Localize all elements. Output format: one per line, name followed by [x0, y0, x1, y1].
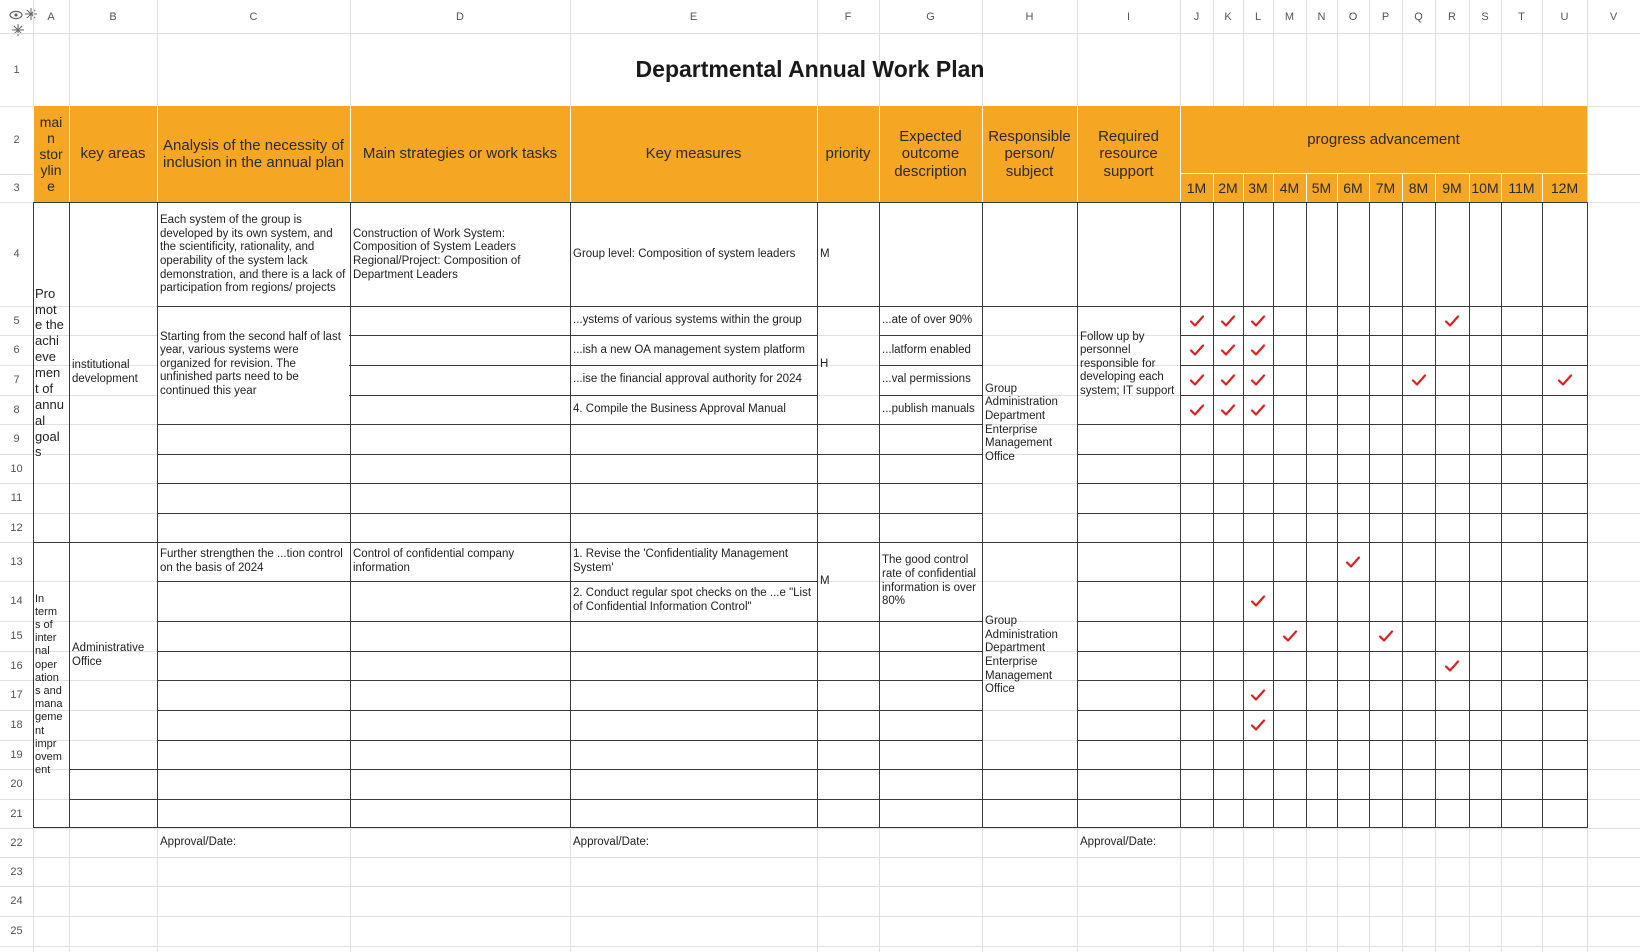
border-h	[1180, 395, 1588, 396]
responsible-block1[interactable]: Group Administration Department Enterprise Management Office	[985, 382, 1058, 463]
header-divider	[1337, 174, 1338, 202]
border-h	[879, 680, 983, 681]
responsible-block2[interactable]: Group Administration Department Enterprise Management Office	[985, 615, 1058, 696]
row-header[interactable]: 24	[10, 895, 23, 907]
checkmark-icon	[1444, 314, 1460, 328]
column-header[interactable]: O	[1348, 10, 1358, 23]
row-header[interactable]: 1	[13, 63, 20, 76]
analysis-row5[interactable]: Starting from the second half of last year, various systems were organized for revision. The unfinished parts need to be continued this year	[160, 330, 341, 397]
checkmark-icon	[1444, 659, 1460, 673]
checkmark-icon	[1411, 373, 1427, 387]
header-resource[interactable]: Required resource support	[1098, 128, 1159, 180]
border-h	[817, 454, 880, 455]
measure-row13[interactable]: 1. Revise the 'Confidentiality Management System'	[573, 548, 789, 574]
header-divider	[157, 106, 158, 202]
border-h	[1077, 483, 1181, 484]
border-h	[982, 769, 1078, 770]
row-header[interactable]: 18	[10, 719, 23, 731]
border-h	[1180, 513, 1588, 514]
row-header[interactable]: 5	[13, 314, 20, 327]
grid-row-line	[0, 886, 1640, 887]
measure-row7[interactable]: ...ise the financial approval authority for 2024	[573, 372, 802, 385]
header-divider	[1077, 106, 1078, 202]
column-header[interactable]: E	[689, 10, 698, 23]
checkmark-icon	[1250, 688, 1266, 702]
month-header[interactable]: 9M	[1442, 179, 1462, 196]
column-header[interactable]: Q	[1414, 10, 1423, 23]
row-header[interactable]: 16	[10, 659, 23, 672]
outcome-row6[interactable]: ...latform enabled	[882, 343, 971, 356]
column-header[interactable]: H	[1025, 10, 1034, 23]
column-header[interactable]: J	[1193, 10, 1200, 23]
header-key-measures[interactable]: Key measures	[645, 145, 742, 163]
border-h	[879, 424, 983, 425]
border-v	[1273, 202, 1274, 828]
grid-row-line	[0, 946, 1640, 947]
border-h	[1180, 680, 1588, 681]
month-header[interactable]: 12M	[1550, 179, 1579, 196]
row-header[interactable]: 2	[13, 134, 20, 146]
header-divider	[982, 106, 983, 202]
header-expected-outcome[interactable]: Expected outcome description	[894, 128, 967, 180]
border-h	[157, 740, 818, 741]
row-header[interactable]: 4	[13, 248, 20, 260]
border-h	[33, 202, 1588, 203]
key-area-admin-office[interactable]: Administrative Office	[72, 642, 145, 668]
row-header[interactable]: 11	[10, 492, 23, 504]
checkmark-icon	[1250, 373, 1266, 387]
row-header[interactable]: 3	[13, 182, 20, 194]
border-h	[1180, 799, 1588, 800]
border-v	[1180, 202, 1181, 828]
border-h	[879, 651, 983, 652]
border-v	[1213, 202, 1214, 828]
checkmark-icon	[1345, 555, 1361, 569]
border-h	[817, 740, 880, 741]
row-header[interactable]: 13	[10, 555, 23, 568]
header-divider	[1542, 174, 1543, 202]
border-h	[69, 799, 158, 800]
column-header[interactable]: U	[1560, 10, 1569, 23]
border-h	[1077, 513, 1181, 514]
column-header[interactable]: F	[844, 10, 852, 23]
border-h	[879, 710, 983, 711]
measure-row8[interactable]: 4. Compile the Business Approval Manual	[573, 402, 786, 415]
header-divider	[1501, 174, 1502, 202]
border-v	[1402, 202, 1403, 828]
checkmark-icon	[1189, 314, 1205, 328]
border-h	[1180, 621, 1588, 622]
header-divider	[1243, 174, 1244, 202]
border-v	[1306, 202, 1307, 828]
column-header[interactable]: V	[1609, 10, 1618, 23]
border-h	[817, 621, 880, 622]
header-divider	[1469, 174, 1470, 202]
column-header[interactable]: B	[109, 10, 117, 23]
header-divider	[1180, 173, 1587, 174]
border-h	[1180, 454, 1588, 455]
border-h	[879, 799, 983, 800]
border-h	[1180, 581, 1588, 582]
column-header[interactable]: N	[1317, 10, 1326, 23]
border-h	[879, 454, 983, 455]
row-header[interactable]: 19	[10, 748, 23, 761]
border-h	[1180, 306, 1588, 307]
checkmark-icon	[1250, 343, 1266, 357]
measure-row6[interactable]: ...ish a new OA management system platform	[573, 343, 806, 356]
row-header[interactable]: 9	[13, 433, 20, 445]
border-v	[1501, 202, 1502, 828]
column-header[interactable]: L	[1254, 10, 1262, 23]
checkmark-icon	[1557, 373, 1573, 387]
month-header[interactable]: 5M	[1311, 179, 1332, 196]
storyline-internal-ops[interactable]: In term s of inter nal oper ation s and mana geme nt impr ovem ent	[35, 592, 63, 777]
border-h	[817, 680, 880, 681]
header-divider	[1369, 174, 1370, 202]
checkmark-icon	[1220, 343, 1236, 357]
border-h	[1077, 740, 1181, 741]
checkmark-icon	[1250, 403, 1266, 417]
column-header[interactable]: R	[1448, 10, 1456, 23]
measure-row14[interactable]: 2. Conduct regular spot checks on the ...e "List of Confidential Information Control"	[573, 587, 812, 613]
column-header[interactable]: T	[1518, 10, 1525, 23]
border-h	[157, 799, 818, 800]
border-v	[1435, 202, 1436, 828]
checkmark-icon	[1189, 403, 1205, 417]
header-divider	[1273, 174, 1274, 202]
border-h	[1077, 769, 1181, 770]
checkmark-icon	[1378, 629, 1394, 643]
border-h	[1180, 335, 1588, 336]
column-header[interactable]: D	[456, 10, 464, 23]
header-divider	[33, 106, 34, 202]
header-divider	[1213, 174, 1214, 202]
month-header[interactable]: 11M	[1508, 179, 1535, 196]
outcome-row7[interactable]: ...val permissions	[882, 372, 971, 385]
approval-date-e[interactable]: Approval/Date:	[573, 835, 650, 848]
column-header[interactable]: C	[249, 10, 258, 23]
border-v	[1587, 202, 1588, 828]
border-h	[879, 769, 983, 770]
month-header[interactable]: 7M	[1375, 179, 1396, 196]
border-v	[1542, 202, 1543, 828]
border-h	[879, 621, 983, 622]
priority-block2[interactable]: M	[820, 574, 830, 587]
border-h	[1180, 365, 1588, 366]
column-header[interactable]: I	[1126, 10, 1131, 23]
column-header[interactable]: M	[1284, 10, 1295, 23]
border-h	[1180, 651, 1588, 652]
storyline-promote-goals[interactable]: Pro mot e the achi eve men t of annu al goal s	[35, 285, 64, 460]
outcome-block2[interactable]: The good control rate of confidential information is over 80%	[882, 554, 976, 608]
row-header[interactable]: 25	[10, 925, 23, 937]
header-analysis[interactable]: Analysis of the necessity of inclusion in the annual plan	[163, 136, 344, 171]
header-key-areas[interactable]: key areas	[80, 145, 146, 163]
row-header[interactable]: 12	[10, 521, 23, 534]
border-v	[1077, 202, 1078, 828]
border-h	[879, 513, 983, 514]
resource-block1[interactable]: Follow up by personnel responsible for developing each system; IT support	[1080, 330, 1175, 397]
checkmark-icon	[1189, 373, 1205, 387]
header-divider	[570, 106, 571, 202]
column-header[interactable]: K	[1224, 10, 1232, 23]
row-header[interactable]: 6	[13, 344, 20, 356]
month-header[interactable]: 4M	[1279, 179, 1300, 196]
month-header[interactable]: 8M	[1408, 179, 1429, 196]
border-v	[1243, 202, 1244, 828]
row-header[interactable]: 14	[10, 595, 23, 607]
analysis-row13[interactable]: Further strengthen the ...tion control on the basis of 2024	[160, 548, 343, 574]
border-h	[157, 513, 818, 514]
header-main-storyline[interactable]: mai n stor ylin e	[39, 113, 63, 195]
border-h	[1077, 454, 1181, 455]
header-responsible[interactable]: Responsible person/ subject	[988, 128, 1071, 180]
row-header[interactable]: 17	[10, 689, 23, 701]
border-h	[1077, 621, 1181, 622]
border-h	[157, 454, 818, 455]
approval-date-i[interactable]: Approval/Date:	[1080, 835, 1157, 848]
priority-row4[interactable]: M	[820, 248, 830, 261]
column-header[interactable]: S	[1481, 10, 1489, 23]
checkmark-icon	[1250, 594, 1266, 608]
page-title[interactable]: Departmental Annual Work Plan	[635, 55, 985, 82]
header-divider	[69, 106, 70, 202]
border-h	[879, 740, 983, 741]
border-h	[1180, 424, 1588, 425]
row-header[interactable]: 21	[10, 807, 23, 820]
border-h	[157, 710, 818, 711]
outcome-row8[interactable]: ...publish manuals	[882, 402, 975, 415]
border-h	[1180, 483, 1588, 484]
border-h	[1180, 740, 1588, 741]
month-header[interactable]: 2M	[1218, 179, 1238, 196]
header-divider	[350, 106, 351, 202]
header-priority[interactable]: priority	[825, 145, 871, 163]
border-h	[1077, 710, 1181, 711]
border-h	[817, 424, 880, 425]
border-v	[1369, 202, 1370, 828]
border-h	[1077, 680, 1181, 681]
grid-row-line	[0, 857, 1640, 858]
header-divider	[817, 106, 818, 202]
border-h	[817, 769, 880, 770]
border-h	[69, 769, 158, 770]
measure-row4[interactable]: Group level: Composition of system leaders	[573, 248, 796, 261]
grid-row-line	[0, 916, 1640, 917]
border-h	[982, 799, 1078, 800]
checkmark-icon	[1220, 314, 1236, 328]
border-v	[879, 202, 880, 828]
border-h	[817, 799, 880, 800]
eye-icon[interactable]	[9, 8, 23, 23]
strategy-row13[interactable]: Control of confidential company information	[353, 548, 515, 574]
measure-row5[interactable]: ...ystems of various systems within the group	[573, 313, 802, 326]
month-header[interactable]: 6M	[1343, 179, 1363, 196]
column-header[interactable]: A	[47, 10, 55, 23]
border-h	[1077, 424, 1181, 425]
border-h	[879, 483, 983, 484]
analysis-row4[interactable]: Each system of the group is developed by its own system, and the scientificity, rationality, and operability of the system lack demonstration, and there is a lack of participation from regions/ projects	[160, 214, 346, 295]
header-divider	[1180, 106, 1181, 202]
month-header[interactable]: 10M	[1471, 179, 1499, 196]
border-h	[817, 651, 880, 652]
border-v	[1469, 202, 1470, 828]
checkmark-icon	[1250, 718, 1266, 732]
border-h	[157, 483, 818, 484]
checkmark-icon	[1220, 373, 1236, 387]
row-header[interactable]: 23	[10, 865, 23, 878]
border-h	[157, 651, 818, 652]
border-h	[1077, 581, 1181, 582]
month-header[interactable]: 3M	[1248, 179, 1268, 196]
row-header[interactable]: 10	[10, 462, 23, 475]
row-header[interactable]: 22	[10, 836, 23, 849]
border-h	[817, 710, 880, 711]
row-header[interactable]: 15	[10, 630, 23, 642]
header-divider	[1306, 174, 1307, 202]
priority-row5[interactable]: H	[820, 358, 829, 371]
border-h	[1180, 769, 1588, 770]
strategy-row4[interactable]: Construction of Work System: Composition of System Leaders Regional/Project: Composition of Department Leaders	[353, 227, 521, 281]
border-h	[817, 483, 880, 484]
row-header[interactable]: 8	[13, 403, 20, 416]
border-h	[157, 680, 818, 681]
header-progress[interactable]: progress advancement	[1307, 131, 1460, 149]
border-h	[157, 424, 818, 425]
border-h	[157, 621, 818, 622]
checkmark-icon	[1282, 629, 1298, 643]
checkmark-icon	[1220, 403, 1236, 417]
border-h	[1180, 710, 1588, 711]
approval-date-c[interactable]: Approval/Date:	[160, 835, 237, 848]
border-v	[1337, 202, 1338, 828]
row-header[interactable]: 7	[13, 374, 20, 386]
row-header[interactable]: 20	[10, 778, 23, 790]
checkmark-icon	[1189, 343, 1205, 357]
border-h	[817, 513, 880, 514]
month-header[interactable]: 1M	[1186, 179, 1207, 196]
column-header[interactable]: P	[1381, 10, 1390, 23]
border-h	[1077, 651, 1181, 652]
outcome-row5[interactable]: ...ate of over 90%	[882, 313, 973, 326]
header-divider	[1402, 174, 1403, 202]
header-strategies[interactable]: Main strategies or work tasks	[362, 145, 558, 163]
header-divider	[879, 106, 880, 202]
column-header[interactable]: G	[926, 10, 935, 23]
key-area-institutional[interactable]: institutional development	[72, 359, 138, 385]
checkmark-icon	[1250, 314, 1266, 328]
border-h	[157, 769, 818, 770]
border-h	[1077, 799, 1181, 800]
header-divider	[1435, 174, 1436, 202]
